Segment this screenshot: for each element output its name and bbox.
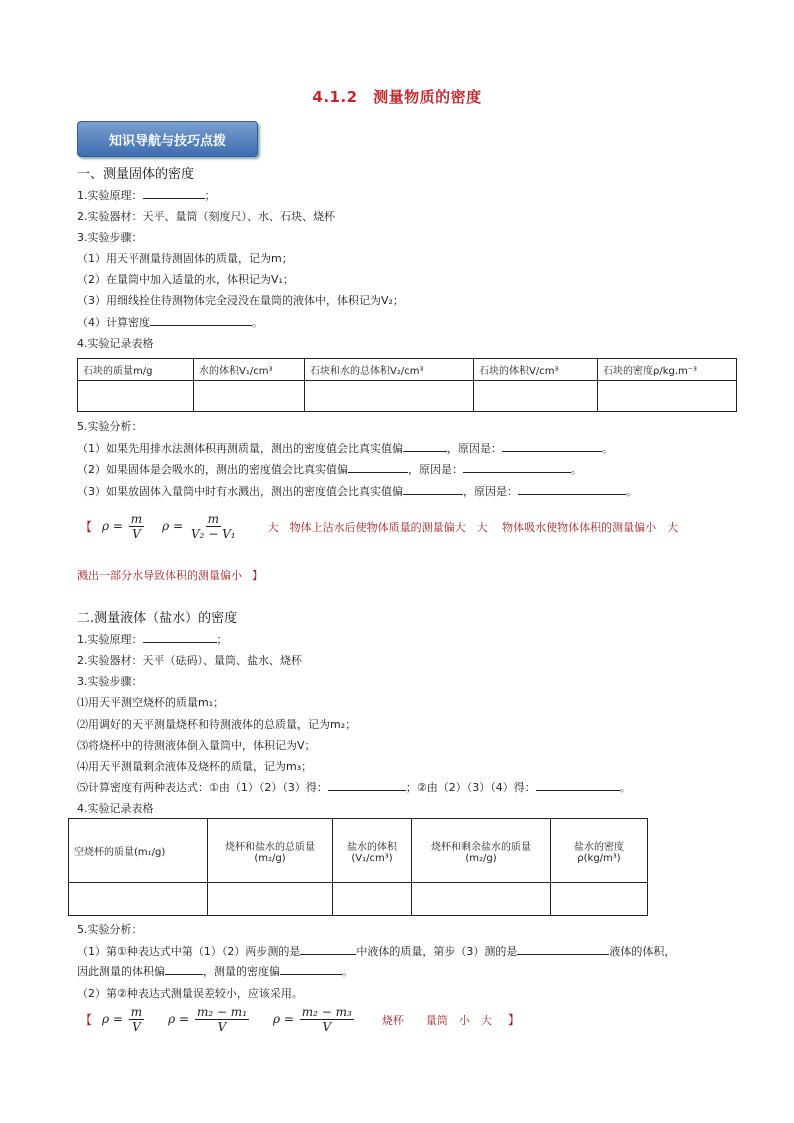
s2-analysis-1b-text: 因此测量的体积偏	[77, 965, 165, 978]
s1-step-3: （3）用细线拴住待测物体完全浸没在量筒的液体中，体积记为V₂；	[77, 294, 404, 307]
s1-step-1: （1）用天平测量待测固体的质量，记为m；	[77, 252, 293, 265]
s2-formula-3-num: m₂ − m₃	[301, 1005, 352, 1019]
s2-analysis-2: （2）第②种表达式测量误差较小，应该采用。	[77, 987, 303, 1000]
s2-answer-open: 【	[80, 1013, 93, 1027]
s1-table-header-cell: 石块的密度ρ/kg.m⁻³	[598, 359, 737, 381]
s2-analysis-1b-blank-b[interactable]	[280, 963, 342, 975]
s1-table-cell[interactable]	[78, 381, 194, 412]
s2-analysis-1b	[77, 963, 353, 979]
s1-analysis-1-blank-b[interactable]	[502, 440, 602, 452]
s2-step-5-end: 。	[619, 781, 631, 794]
s2-table-header-cell: 烧杯和剩余盐水的质量(m₂/g)	[412, 819, 551, 883]
s1-table-cell[interactable]	[598, 381, 737, 412]
s1-analysis-3-blank-a[interactable]	[403, 483, 463, 495]
s2-step-5-text: ⑸计算密度有两种表达式：①由（1）（2）（3）得：	[77, 781, 328, 794]
s2-step-2: ⑵用调好的天平测量烧杯和待测液体的总质量，记为m₂；	[77, 718, 357, 731]
s1-analysis-label: 5.实验分析：	[77, 420, 143, 433]
s2-record-table	[68, 818, 648, 916]
s1-answer-close: 】	[252, 569, 263, 582]
s1-formula-2-num: m	[207, 512, 219, 526]
s2-analysis-1b-mid: ，测量的密度偏	[203, 965, 280, 978]
s2-analysis-1b-blank-a[interactable]	[165, 963, 203, 975]
s2-principle-line	[77, 631, 228, 647]
s2-answer-text: 烧杯 量筒 小 大	[381, 1013, 492, 1027]
page-title: 4.1.2 测量物质的密度	[312, 88, 482, 106]
s2-formula-2	[168, 1005, 251, 1034]
section-2-heading: 二.测量液体（盐水）的密度	[77, 611, 238, 626]
s1-formula-1	[102, 512, 146, 541]
s2-formula-2-num: m₂ − m₁	[196, 1005, 247, 1019]
s2-table-header-cell: 盐水的密度ρ(kg/m³)	[551, 819, 648, 883]
s1-formula-1-lhs: ρ =	[102, 519, 123, 533]
s2-formula-3-lhs: ρ =	[273, 1012, 294, 1026]
s1-step-2: （2）在量筒中加入适量的水，体积记为V₁；	[77, 273, 294, 286]
s1-answer-open: 【	[80, 520, 93, 534]
s1-analysis-3	[77, 483, 637, 499]
s2-analysis-1-blank-a[interactable]	[300, 943, 356, 955]
s1-analysis-2-text: （2）如果固体是会吸水的，测出的密度值会比真实值偏	[77, 463, 348, 476]
s2-principle-end: ；	[216, 633, 228, 646]
s1-analysis-1-mid: ，原因是：	[447, 442, 502, 455]
s1-table-header-cell: 水的体积V₁/cm³	[194, 359, 305, 381]
s2-analysis-1b-end: 。	[342, 965, 353, 978]
s1-answer-block	[80, 512, 678, 541]
s2-formula-1-lhs: ρ =	[102, 1012, 123, 1026]
s1-analysis-2-mid: ，原因是：	[408, 463, 463, 476]
s1-analysis-3-blank-b[interactable]	[518, 483, 626, 495]
s2-table-header-cell: 盐水的体积(V₁/cm³)	[333, 819, 412, 883]
s2-table-label: 4.实验记录表格	[77, 802, 154, 815]
s1-analysis-1-blank-a[interactable]	[403, 440, 447, 452]
s1-step-4-line	[77, 314, 263, 330]
s2-step-1: ⑴用天平测空烧杯的质量m₁；	[77, 696, 225, 709]
s1-analysis-3-end: 。	[626, 485, 637, 498]
s2-analysis-label: 5.实验分析：	[77, 923, 143, 936]
s1-analysis-2-end: 。	[571, 463, 582, 476]
s1-table-header-cell: 石块的体积V/cm³	[474, 359, 598, 381]
s1-analysis-2-blank-b[interactable]	[463, 461, 571, 473]
s2-step-4: ⑷用天平测量剩余液体及烧杯的质量，记为m₃；	[77, 760, 313, 773]
s1-principle-blank[interactable]	[143, 187, 205, 199]
s2-table-cell[interactable]	[551, 883, 648, 916]
s2-step-5-mid: ；②由（2）（3）（4）得：	[405, 781, 536, 794]
s2-formula-3-den: V	[322, 1020, 332, 1034]
s1-table-label: 4.实验记录表格	[77, 337, 154, 350]
s1-principle-end: ；	[204, 189, 216, 202]
s1-analysis-1	[77, 440, 613, 456]
s1-principle-label: 1.实验原理：	[77, 189, 143, 202]
s1-analysis-3-text: （3）如果放固体入量筒中时有水溅出，测出的密度值会比真实值偏	[77, 485, 403, 498]
s2-analysis-1-end: 液体的体积，	[609, 945, 676, 958]
s1-analysis-1-text: （1）如果先用排水法测体积再测质量，测出的密度值会比真实值偏	[77, 442, 403, 455]
s1-analysis-2-blank-a[interactable]	[348, 461, 408, 473]
s1-step-4-end: 。	[252, 316, 263, 329]
s2-principle-label: 1.实验原理：	[77, 633, 143, 646]
s1-formula-1-den: V	[132, 527, 141, 541]
s1-analysis-2	[77, 461, 582, 477]
s1-equipment: 2.实验器材：天平、量筒（刻度尺）、水、石块、烧杯	[77, 210, 335, 223]
s1-formula-2-lhs: ρ =	[162, 519, 184, 533]
s2-principle-blank[interactable]	[143, 631, 217, 643]
s1-table-cell[interactable]	[474, 381, 598, 412]
s2-steps-label: 3.实验步骤：	[77, 675, 143, 688]
s1-density-blank[interactable]	[150, 314, 252, 326]
s2-formula-1-num: m	[130, 1005, 143, 1019]
s2-step-5	[77, 779, 631, 795]
s2-table-cell[interactable]	[69, 883, 208, 916]
s1-table-cell[interactable]	[305, 381, 474, 412]
s2-formula-2-den: V	[217, 1020, 227, 1034]
s1-table-header-cell: 石块和水的总体积V₂/cm³	[305, 359, 474, 381]
s2-formula-1-den: V	[132, 1020, 141, 1034]
s2-table-header-cell: 空烧杯的质量(m₁/g)	[69, 819, 208, 883]
s2-analysis-1-blank-b[interactable]	[517, 943, 609, 955]
s1-table-header-cell: 石块的质量m/g	[78, 359, 194, 381]
s1-step-4: （4）计算密度	[77, 316, 150, 329]
s2-step-3: ⑶将烧杯中的待测液体倒入量筒中，体积记为V；	[77, 739, 316, 752]
s2-formula-2-lhs: ρ =	[168, 1012, 190, 1026]
s1-analysis-1-end: 。	[602, 442, 613, 455]
s1-principle-line	[77, 187, 216, 203]
s1-answer-line-2	[77, 567, 263, 583]
s2-expression-1-blank[interactable]	[328, 779, 406, 791]
s2-analysis-1-text: （1）第①种表达式中第（1）（2）两步测的是	[77, 945, 301, 958]
s2-formula-1	[102, 1005, 146, 1034]
s2-analysis-1	[77, 943, 675, 959]
s1-formula-2-den: V₂ − V₁	[190, 527, 236, 541]
section-banner: 知识导航与技巧点拨	[77, 121, 258, 157]
s2-table-header-cell: 烧杯和盐水的总质量(m₂/g)	[208, 819, 333, 883]
s2-formula-3	[273, 1005, 356, 1034]
s2-table-cell[interactable]	[208, 883, 333, 916]
s1-record-table	[77, 358, 737, 412]
section-1-heading: 一、测量固体的密度	[77, 167, 195, 182]
s1-answer-text: 大 物体上沾水后使物体质量的测量偏大 大 物体吸水使物体体积的测量偏小 大	[267, 520, 679, 534]
s1-analysis-3-mid: ，原因是：	[463, 485, 518, 498]
s2-equipment: 2.实验器材：天平（砝码）、量筒、盐水、烧杯	[77, 654, 302, 667]
s1-steps-label: 3.实验步骤：	[77, 231, 143, 244]
s1-table-cell[interactable]	[194, 381, 305, 412]
s2-answer-close: 】	[507, 1013, 520, 1027]
s2-table-cell[interactable]	[333, 883, 412, 916]
s2-analysis-1-mid: 中液体的质量，第步（3）测的是	[356, 945, 518, 958]
s1-formula-2	[162, 512, 239, 541]
s1-formula-1-num: m	[130, 512, 143, 526]
s2-answer-block	[80, 1005, 520, 1034]
s1-answer-text-2: 溅出一部分水导致体积的测量偏小	[77, 569, 242, 582]
s2-expression-2-blank[interactable]	[536, 779, 620, 791]
s2-table-cell[interactable]	[412, 883, 551, 916]
